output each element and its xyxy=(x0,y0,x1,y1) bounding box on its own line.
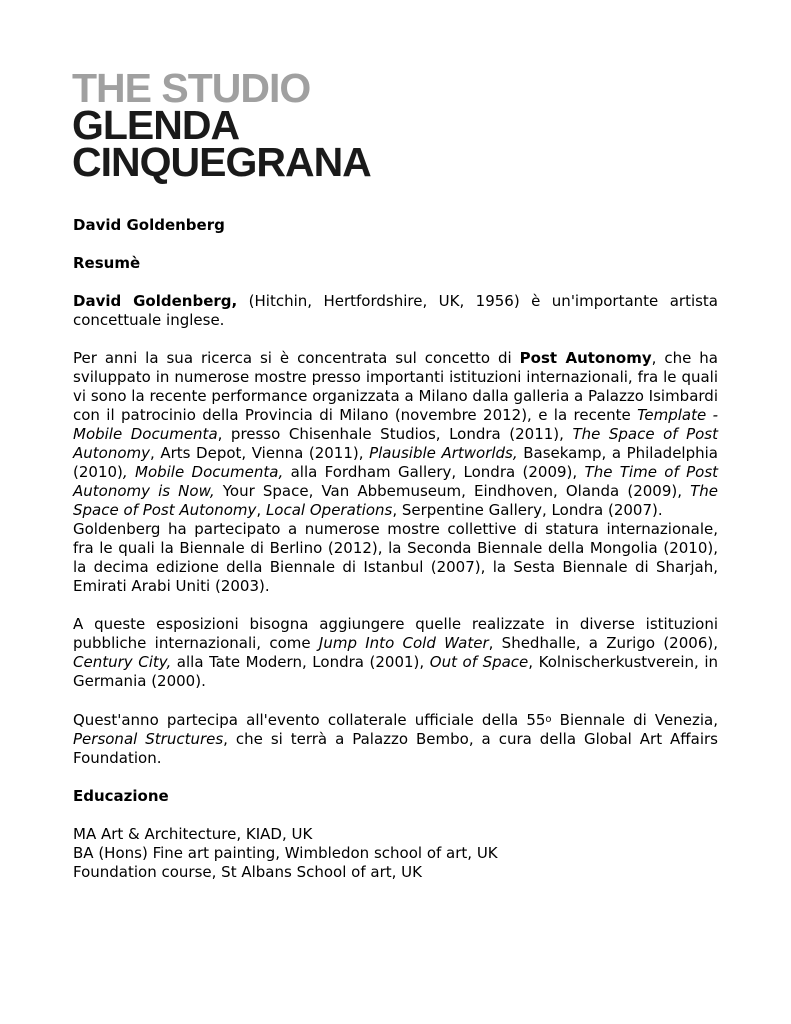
logo-line-cinquegrana: CINQUEGRANA xyxy=(72,139,371,185)
work-title: Out of Space xyxy=(429,653,529,671)
ordinal-indicator: o xyxy=(545,714,552,725)
work-title: The Space of Post Autonomy xyxy=(73,425,719,462)
logo-line-glenda: GLENDA xyxy=(72,102,240,148)
text-span: , Arts Depot, Vienna (2011), xyxy=(150,444,370,462)
text-span: , Serpentine Gallery, Londra (2007). xyxy=(392,501,663,519)
text-span: A queste esposizioni bisogna aggiungere quelle realizzate in diverse istituzioni pubbliche internazionali, come xyxy=(73,615,718,652)
education-item: Foundation course, St Albans School of art, UK xyxy=(73,863,422,881)
work-title: The Time of Post Autonomy is Now, xyxy=(73,463,719,500)
document-body xyxy=(73,216,718,882)
work-title: Local Operations xyxy=(265,501,393,519)
public-institutions-paragraph xyxy=(73,615,718,691)
text-span: Basekamp, a Philadelphia (2010) xyxy=(73,444,718,481)
education-heading: Educazione xyxy=(73,787,169,805)
text-span: , Kolnischerkustverein, in Germania (2000). xyxy=(73,653,719,690)
text-span: Your Space, Van Abbemuseum, Eindhoven, Olanda (2009), xyxy=(214,482,691,500)
intro-paragraph xyxy=(73,292,718,330)
text-span: , che si terrà a Palazzo Bembo, a cura della Global Art Affairs Foundation. xyxy=(73,730,718,767)
work-title: Template - Mobile Documenta xyxy=(73,406,719,443)
text-span: Per anni la sua ricerca si è concentrata sul concetto di xyxy=(73,349,520,367)
work-title: , Mobile Documenta, xyxy=(122,463,284,481)
work-title: Personal Structures xyxy=(73,730,224,748)
text-span: Quest'anno partecipa all'evento collaterale ufficiale della 55 xyxy=(73,711,546,729)
text-span: , Shedhalle, a Zurigo (2006), xyxy=(488,634,718,652)
group-shows-paragraph: Goldenberg ha partecipato a numerose mostre collettive di statura internazionale, fra le quali la Biennale di Berlino (2012), la Seconda Biennale della Mongolia (2010), la decima edizione della Biennale di Istanbul (2007), la Sesta Biennale di Sharjah, Emirati Arabi Uniti (2003). xyxy=(73,520,718,595)
education-item: MA Art & Architecture, KIAD, UK xyxy=(73,825,313,843)
studio-logo xyxy=(72,65,371,185)
work-title: The Space of Post Autonomy xyxy=(73,482,718,519)
work-title: Jump Into Cold Water xyxy=(318,634,489,652)
resume-heading: Resumè xyxy=(73,254,141,272)
work-title: Plausible Artworlds, xyxy=(369,444,518,462)
work-title: Century City, xyxy=(73,653,172,671)
text-span: , presso Chisenhale Studios, Londra (2011), xyxy=(217,425,573,443)
intro-text: (Hitchin, Hertfordshire, UK, 1956) è un'importante artista concettuale inglese. xyxy=(73,292,719,329)
text-span: Biennale di Venezia, xyxy=(551,711,718,729)
text-span: , che ha sviluppato in numerose mostre presso importanti istituzioni internazionali, fra le quali vi sono la recente performance organizzata a Milano dalla galleria a Palazzo Isimbardi con il patrocinio della Provincia di Milano (novembre 2012), e la recente xyxy=(73,349,718,424)
text-span: alla Tate Modern, Londra (2001), xyxy=(171,653,430,671)
exhibitions-paragraph xyxy=(73,349,718,520)
text-span: , xyxy=(256,501,266,519)
text-span: alla Fordham Gallery, Londra (2009), xyxy=(283,463,585,481)
post-autonomy-term: Post Autonomy xyxy=(519,349,652,367)
artist-name-heading: David Goldenberg xyxy=(73,216,225,234)
education-item: BA (Hons) Fine art painting, Wimbledon school of art, UK xyxy=(73,844,498,862)
logo-line-the-studio: THE STUDIO xyxy=(72,65,311,111)
venice-biennale-paragraph xyxy=(73,710,718,768)
intro-name: David Goldenberg, xyxy=(73,292,238,310)
